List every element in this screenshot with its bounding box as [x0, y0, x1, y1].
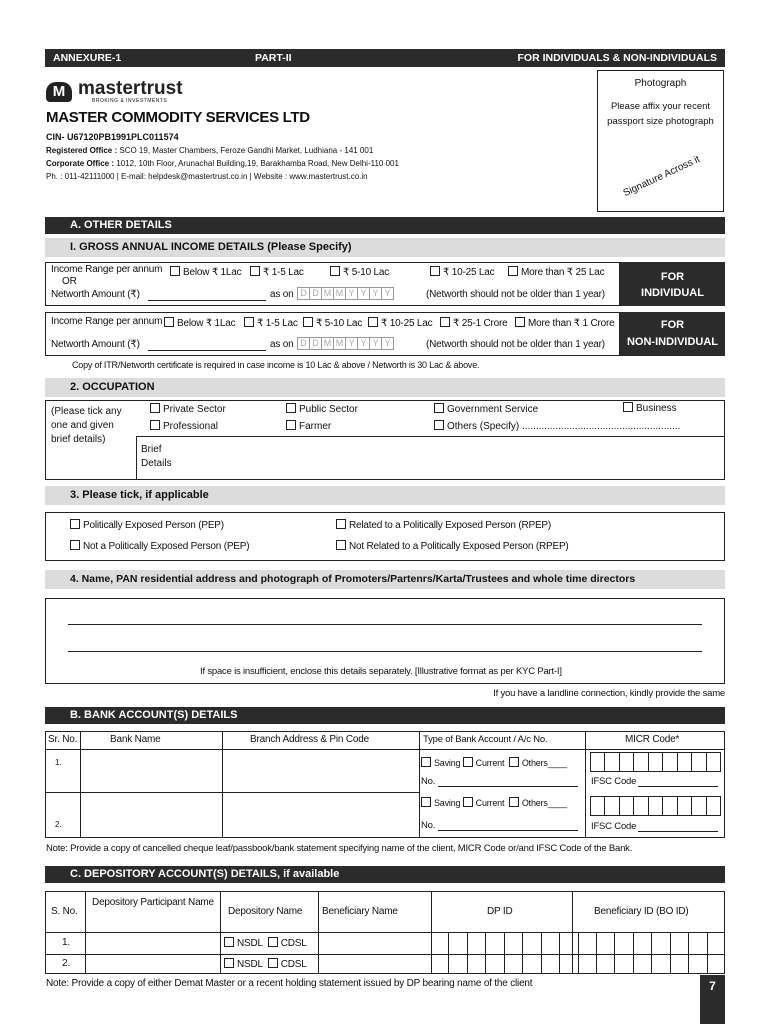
page-number: 7	[700, 975, 725, 1024]
dep-col3	[318, 891, 319, 974]
brief-vdivider	[136, 436, 137, 480]
checkbox[interactable]	[286, 420, 296, 430]
ind-1-5lac[interactable]: ₹ 1-5 Lac	[250, 266, 304, 278]
occ-public-sector[interactable]: Public Sector	[286, 403, 358, 415]
micr-boxes-row-2[interactable]	[591, 796, 721, 816]
ifsc-line-row-1[interactable]	[638, 786, 718, 787]
bank-col2	[222, 731, 223, 838]
company-cin: CIN- U67120PB1991PLC011574	[46, 132, 179, 142]
occ-private-sector[interactable]: Private Sector	[150, 403, 226, 415]
networth-label-non: Networth Amount (₹)	[51, 339, 140, 350]
networth-label-ind: Networth Amount (₹)	[51, 289, 140, 300]
bank-row-2-acno[interactable]: No.	[421, 820, 436, 831]
bank-row-1-no: 1.	[55, 758, 62, 767]
checkbox[interactable]	[463, 757, 473, 767]
checkbox[interactable]	[508, 266, 518, 276]
contact-line: Ph. : 011-42111000 | E-mail: helpdesk@mastertrust.co.in | Website : www.mastertrust.co.in	[46, 172, 368, 181]
for-individual-label: FOR INDIVIDUAL	[620, 262, 725, 306]
bank-header-type: Type of Bank Account / A/c No.	[423, 734, 548, 745]
micr-boxes-row-1[interactable]	[591, 752, 721, 772]
bank-header-srno: Sr. No.	[48, 734, 78, 745]
occupation-hint-1: (Please tick any	[51, 406, 122, 417]
checkbox[interactable]	[330, 266, 340, 276]
checkbox[interactable]	[430, 266, 440, 276]
dep-row-1-no: 1.	[62, 937, 71, 948]
bank-row-1-acno[interactable]: No.	[421, 776, 436, 787]
promoters-line-2[interactable]	[68, 651, 702, 652]
checkbox[interactable]	[434, 420, 444, 430]
promoters-title: 4. Name, PAN residential address and photograph of Promoters/Partenrs/Karta/Trustees and whole time directors	[45, 570, 725, 589]
not-pep-option[interactable]: Not a Politically Exposed Person (PEP)	[70, 540, 249, 552]
brief-label-2: Details	[141, 458, 172, 469]
registered-office: Registered Office : SCO 19, Master Chambers, Feroze Gandhi Market, Ludhiana - 141 001	[46, 146, 374, 155]
bank-row-divider	[45, 792, 419, 793]
checkbox[interactable]	[70, 519, 80, 529]
income-title: I. GROSS ANNUAL INCOME DETAILS (Please Specify)	[45, 238, 725, 257]
bank-row-1-type[interactable]: Saving Current Others____	[421, 757, 567, 768]
dep-row-2-no: 2.	[62, 958, 71, 969]
checkbox[interactable]	[250, 266, 260, 276]
pep-option[interactable]: Politically Exposed Person (PEP)	[70, 519, 224, 531]
section-a-title: A. OTHER DETAILS	[45, 217, 725, 234]
depository-section-title: C. DEPOSITORY ACCOUNT(S) DETAILS, if available	[45, 866, 725, 883]
checkbox[interactable]	[303, 317, 313, 327]
promoters-note: If space is insufficient, enclose this details separately. [Illustrative format as per KYC Part-I]	[200, 666, 562, 677]
depository-note: Note: Provide a copy of either Demat Master or a recent holding statement issued by DP bearing name of the client	[46, 978, 533, 989]
checkbox[interactable]	[623, 402, 633, 412]
checkbox[interactable]	[336, 519, 346, 529]
non-10-25lac[interactable]: ₹ 10-25 Lac	[368, 317, 432, 329]
as-on-ind: as on	[270, 289, 294, 300]
photo-instruction-2: passport size photograph	[607, 116, 714, 127]
networth-note-ind: (Networth should not be older than 1 year)	[426, 289, 605, 300]
non-below-1lac[interactable]: Below ₹ 1Lac	[164, 317, 235, 329]
income-range-label-non: Income Range per annum	[51, 316, 163, 327]
brief-divider	[136, 436, 725, 437]
itr-note: Copy of ITR/Networth certificate is required in case income is 10 Lac & above / Networth is 30 Lac & above.	[72, 360, 480, 370]
bank-row-1-acno-line[interactable]	[438, 786, 578, 787]
logo-text: mastertrust	[78, 78, 183, 99]
bank-note: Note: Provide a copy of cancelled cheque leaf/passbook/bank statement specifying name of the client, MICR Code or/and IFSC Code of the Bank.	[46, 843, 633, 854]
networth-note-non: (Networth should not be older than 1 year)	[426, 339, 605, 350]
occ-business[interactable]: Business	[623, 402, 677, 414]
brief-details-field[interactable]	[178, 440, 723, 478]
ind-5-10lac[interactable]: ₹ 5-10 Lac	[330, 266, 389, 278]
networth-amount-line-non[interactable]	[148, 350, 266, 351]
ind-more-25lac[interactable]: More than ₹ 25 Lac	[508, 266, 604, 278]
checkbox[interactable]	[244, 317, 254, 327]
occ-others[interactable]: Others (Specify) .........................................................	[434, 420, 680, 432]
checkbox[interactable]	[224, 958, 234, 968]
photograph-box[interactable]	[597, 70, 724, 212]
bank-header-branch: Branch Address & Pin Code	[250, 734, 369, 745]
checkbox[interactable]	[421, 797, 431, 807]
as-on-non: as on	[270, 339, 294, 350]
checkbox[interactable]	[268, 937, 278, 947]
bank-header-line	[45, 749, 725, 750]
brief-label-1: Brief	[141, 444, 162, 455]
dep-header-beneficiary: Beneficiary Name	[322, 906, 398, 917]
checkbox[interactable]	[463, 797, 473, 807]
ifsc-label-row-2: IFSC Code	[591, 821, 637, 832]
checkbox[interactable]	[170, 266, 180, 276]
company-name: MASTER COMMODITY SERVICES LTD	[46, 109, 310, 126]
non-1-5lac[interactable]: ₹ 1-5 Lac	[244, 317, 298, 329]
logo-subtext: BROKING & INVESTMENTS	[92, 98, 168, 104]
checkbox[interactable]	[336, 540, 346, 550]
income-range-label: Income Range per annum	[51, 264, 163, 275]
rpep-option[interactable]: Related to a Politically Exposed Person (RPEP)	[336, 519, 551, 531]
bank-row-2-type[interactable]: Saving Current Others____	[421, 797, 567, 808]
checkbox[interactable]	[150, 420, 160, 430]
checkbox[interactable]	[509, 797, 519, 807]
bank-section-title: B. BANK ACCOUNT(S) DETAILS	[45, 707, 725, 724]
id-digit-boxes[interactable]	[431, 932, 725, 974]
ifsc-line-row-2[interactable]	[638, 831, 718, 832]
checkbox[interactable]	[150, 403, 160, 413]
ind-below-1lac[interactable]: Below ₹ 1Lac	[170, 266, 241, 278]
dep-row-1-depository[interactable]: NSDL CDSL	[224, 937, 307, 949]
checkbox[interactable]	[224, 937, 234, 947]
bank-col3	[419, 731, 420, 838]
non-5-10lac[interactable]: ₹ 5-10 Lac	[303, 317, 362, 329]
checkbox[interactable]	[164, 317, 174, 327]
occ-farmer[interactable]: Farmer	[286, 420, 331, 432]
logo-m-icon: M	[46, 82, 72, 102]
not-rpep-option[interactable]: Not Related to a Politically Exposed Person (RPEP)	[336, 540, 569, 552]
checkbox[interactable]	[70, 540, 80, 550]
non-more-1crore[interactable]: More than ₹ 1 Crore	[515, 317, 615, 329]
photo-title: Photograph	[634, 78, 687, 89]
or-label: OR	[62, 276, 77, 287]
applicable-title: 3. Please tick, if applicable	[45, 486, 725, 505]
occ-government[interactable]: Government Service	[434, 403, 538, 415]
dep-col2	[220, 891, 221, 974]
checkbox[interactable]	[368, 317, 378, 327]
annexure-label: ANNEXURE-1	[53, 52, 122, 64]
dep-header-depository: Depository Name	[228, 906, 303, 917]
part-label: PART-II	[255, 52, 292, 64]
ind-10-25lac[interactable]: ₹ 10-25 Lac	[430, 266, 494, 278]
checkbox[interactable]	[440, 317, 450, 327]
dep-header-dp-name: Depository Participant Name	[92, 897, 214, 908]
for-non-individual-label: FOR NON-INDIVIDUAL	[620, 312, 725, 356]
occupation-title: 2. OCCUPATION	[45, 378, 725, 397]
company-logo	[46, 80, 183, 104]
checkbox[interactable]	[268, 958, 278, 968]
occ-professional[interactable]: Professional	[150, 420, 218, 432]
checkbox[interactable]	[421, 757, 431, 767]
bank-row-2-no: 2.	[55, 820, 62, 829]
dep-header-dpid: DP ID	[487, 906, 513, 917]
bank-row-2-acno-line[interactable]	[438, 830, 578, 831]
dep-header-sno: S. No.	[51, 906, 78, 917]
occupation-hint-2: one and given	[51, 420, 114, 431]
bank-col4	[585, 731, 586, 838]
networth-amount-line-ind[interactable]	[148, 300, 266, 301]
occupation-hint-3: brief details)	[51, 434, 106, 445]
promoters-line-1[interactable]	[68, 624, 702, 625]
top-header-bar	[45, 49, 725, 67]
signature-across: Signature Across it	[621, 153, 702, 200]
checkbox[interactable]	[515, 317, 525, 327]
checkbox[interactable]	[509, 757, 519, 767]
checkbox[interactable]	[286, 403, 296, 413]
ifsc-label-row-1: IFSC Code	[591, 776, 637, 787]
bank-header-micr: MICR Code*	[625, 734, 680, 745]
for-label: FOR INDIVIDUALS & NON-INDIVIDUALS	[517, 52, 717, 64]
date-boxes-ind[interactable]: D D M M Y Y Y Y	[298, 287, 394, 300]
photo-instruction-1: Please affix your recent	[610, 101, 711, 112]
corporate-office: Corporate Office : 1012, 10th Floor, Arunachal Building,19, Barakhamba Road, New Delhi-110 001	[46, 159, 399, 168]
date-boxes-non[interactable]: D D M M Y Y Y Y	[298, 337, 394, 350]
checkbox[interactable]	[434, 403, 444, 413]
dep-header-boid: Beneficiary ID (BO ID)	[594, 906, 689, 917]
bank-col1	[80, 731, 81, 838]
bank-header-name: Bank Name	[110, 734, 161, 745]
landline-note: If you have a landline connection, kindly provide the same	[493, 688, 725, 699]
dep-row-2-depository[interactable]: NSDL CDSL	[224, 958, 307, 970]
non-25-1crore[interactable]: ₹ 25-1 Crore	[440, 317, 508, 329]
